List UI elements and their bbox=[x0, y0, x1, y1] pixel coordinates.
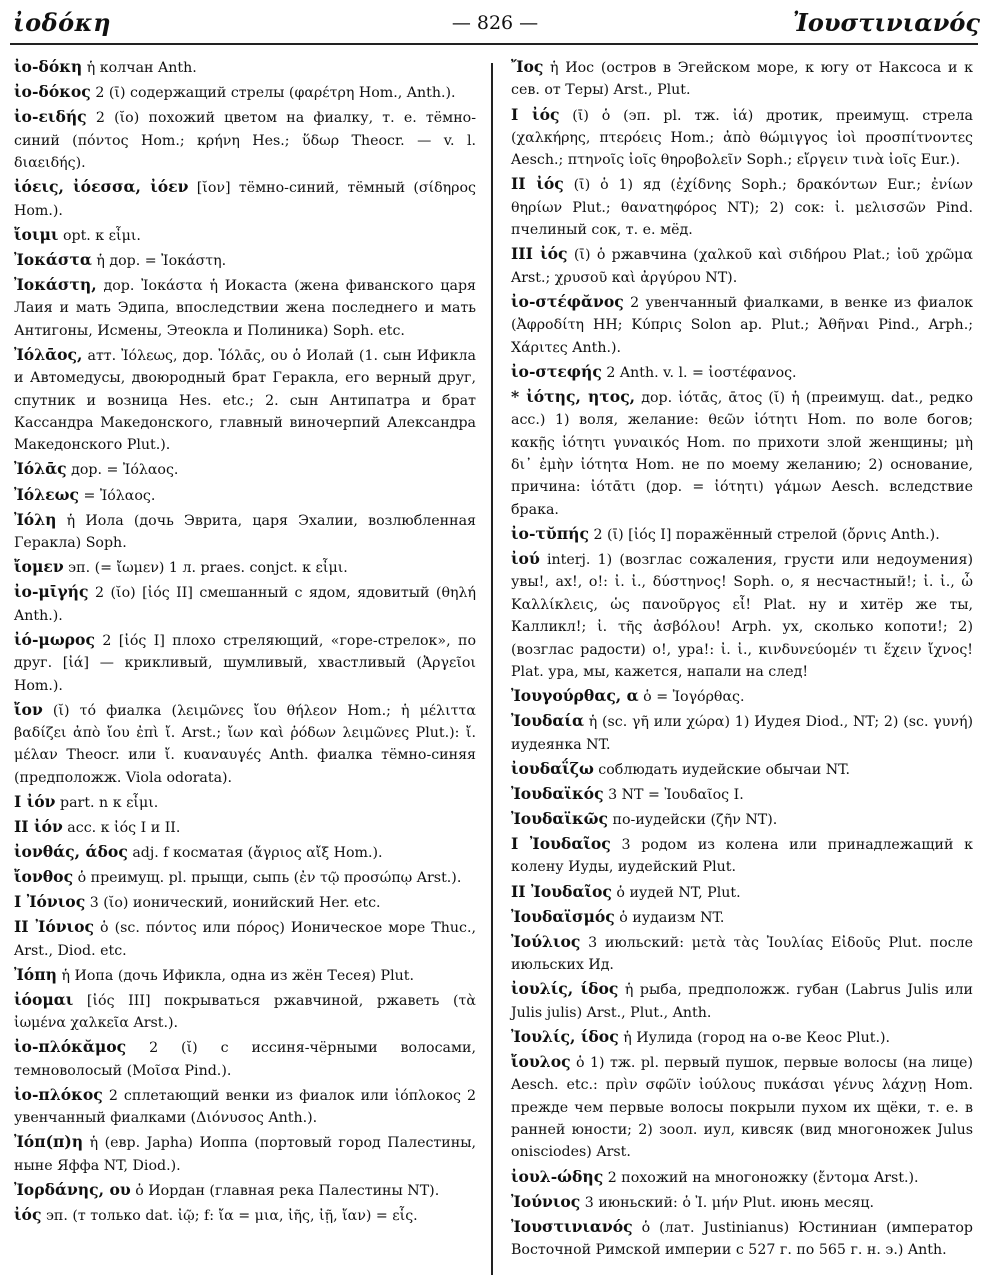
entry-headword: Ἰορδάνης, ου bbox=[14, 1179, 131, 1199]
dictionary-entry bbox=[511, 243, 973, 289]
dictionary-entry bbox=[14, 458, 476, 481]
dictionary-entry bbox=[511, 1166, 973, 1189]
entry-definition: 2 [ἰός I] плохо стреляющий, «горе-стрелок», по друг. [ἰά] — крикливый, шумливый, хвастливый (Ἀργεῖοι Hom.). bbox=[14, 632, 476, 694]
entry-definition: ὁ (лат. Justinianus) Юстиниан (император Восточной Римской империи с 527 г. по 565 г. н. э.) Anth. bbox=[511, 1219, 973, 1259]
entry-definition: ὁ 1) тж. pl. первый пушок, первые волосы (на лице) Aesch. etc.: πρὶν σφῶϊν ἰούλους πυκάσαι γένυς λάχνῃ Hom. прежде чем первые волосы покрыли пухом их щёки, т. е. в ранней юности; 2) зоол. иул, кивсяк (вид многоножек Julus onisciodes) Arst. bbox=[511, 1054, 973, 1161]
dictionary-entry bbox=[14, 1131, 476, 1177]
dictionary-entry bbox=[14, 176, 476, 222]
entry-definition: adj. f косматая (ἄγριος αἴξ Hom.). bbox=[127, 845, 383, 862]
dictionary-entry bbox=[511, 833, 973, 879]
dictionary-entry bbox=[511, 1026, 973, 1049]
entry-definition: 2 (ῐο) [ἰός II] смешанный с ядом, ядовитый (θηλή Anth.). bbox=[14, 585, 476, 624]
entry-headword: ἰονθάς, άδος bbox=[14, 842, 128, 862]
dictionary-entry bbox=[14, 816, 476, 839]
dictionary-entry bbox=[511, 386, 973, 521]
entry-definition: [ἰός III] покрываться ржавчиной, ржаветь (τὰ ἰωμένα χαλκεῖα Arst.). bbox=[14, 992, 476, 1032]
entry-definition: ἡ колчан Anth. bbox=[82, 60, 197, 76]
header-guide-word-right: Ἰουστινιανός bbox=[792, 8, 980, 37]
entry-headword: ἰού bbox=[511, 549, 540, 569]
dictionary-entry bbox=[511, 710, 973, 756]
dictionary-entry bbox=[511, 173, 973, 241]
entry-definition: эп. (= ἴωμεν) 1 л. praes. conjct. к εἶμι. bbox=[63, 560, 348, 577]
entry-definition: ἡ дор. = Ἰοκάστη. bbox=[91, 252, 227, 269]
entry-headword: Ἰόλη bbox=[14, 509, 57, 529]
entry-definition: 3 (ῐο) ионический, ионийский Her. etc. bbox=[85, 895, 381, 912]
entry-definition: ὁ Иордан (главная река Палестины NT). bbox=[130, 1182, 440, 1199]
entry-headword: III ἰός bbox=[511, 244, 568, 264]
entry-definition: acc. к ἰός I и II. bbox=[62, 820, 181, 836]
entry-definition: ἡ Иопа (дочь Ификла, одна из жён Тесея) Plut. bbox=[56, 967, 414, 984]
entry-definition: 3 NT = Ἰουδαῖος I. bbox=[603, 786, 744, 803]
entry-definition: ἡ Иола (дочь Эврита, царя Эхалии, возлюбленная Геракла) Soph. bbox=[14, 512, 476, 551]
entry-definition: дор. ἰότᾱς, ᾱτος (ῐ) ἡ (преимущ. dat., редко acc.) 1) воля, желание: θεῶν ἰότητι Hom. по воле богов; κακῇς ἰότητι γυναικός Hom. по прихоти злой женщины; μὴ δι᾽ ἐμὴν ἰότητα Hom. не по моему желанию; 2) основание, причина: ἰότᾱτι (дор. = ἰότητι) γάμων Aesch. вследствие брака. bbox=[511, 389, 973, 518]
dictionary-entry bbox=[14, 249, 476, 272]
entry-headword: ἰόεις, ἰόεσσα, ἰόεν bbox=[14, 177, 189, 197]
entry-headword: ἰο-δόκη bbox=[14, 57, 83, 76]
entry-headword: ἰο-δόκος bbox=[14, 82, 91, 102]
entry-definition: ἡ Иос (остров в Эгейском море, к югу от Наксоса и к сев. от Теры) Arst., Plut. bbox=[511, 60, 973, 99]
entry-headword: Ἰόπ(π)η bbox=[14, 1132, 84, 1152]
dictionary-entry bbox=[511, 104, 973, 172]
entry-headword: Ἰόλᾱος, bbox=[14, 344, 83, 364]
dictionary-entry bbox=[14, 1204, 476, 1227]
dictionary-entry bbox=[511, 808, 973, 831]
entry-definition: эп. (т только dat. ἰῷ; f: ἴα = μια, ἰῆς, ἰῇ, ἴαν) = εἷς. bbox=[41, 1208, 418, 1225]
dictionary-entry bbox=[14, 484, 476, 507]
entry-headword: ἴον bbox=[14, 699, 43, 719]
entry-definition: атт. Ἰόλεως, дор. Ἰόλᾱς, ου ὁ Иолай (1. сын Ификла и Автомедусы, двоюродный брат Геракла, его верный друг, спутник и возница Hes. etc.; 2. сын Антипатра и брат Кассандра Македонского, главный виночерпий Александра Македонского Plut.). bbox=[14, 347, 476, 454]
entry-headword: I Ἰουδαῖος bbox=[511, 834, 611, 854]
entry-headword: II ἰός bbox=[511, 174, 564, 194]
dictionary-entry bbox=[14, 344, 476, 457]
entry-definition: 2 (ῑ) содержащий стрелы (φαρέτρη Hom., Anth.). bbox=[90, 85, 456, 102]
entry-definition: ὁ преимущ. pl. прыщи, сыпь (ἐν τῷ προσώπῳ Arst.). bbox=[73, 870, 462, 887]
header-guide-word-left: ἰοδόκη bbox=[13, 8, 112, 37]
dictionary-entry bbox=[511, 685, 973, 708]
dictionary-entry bbox=[511, 978, 973, 1024]
entry-headword: ἰο-πλόκᾰμος bbox=[14, 1037, 127, 1057]
dictionary-entry bbox=[14, 964, 476, 987]
dictionary-entry bbox=[14, 56, 476, 79]
entry-definition: (ῑ) ὁ (эп. pl. тж. ἰά) дротик, преимущ. стрела (χαλκήρης, πτερόεις Hom.; ἀπὸ θώμιγγος ἰοὶ προσπίτνοντες Aesch.; πτηνοῖς ἰοῖς θηροβολεῖν Soph.; εἴργειν τινὰ ἰοῖς Eur.). bbox=[511, 107, 973, 169]
entry-headword: ἰόομαι bbox=[14, 989, 74, 1009]
entry-definition: дор. Ἰοκάστα ἡ Иокаста (жена фиванского царя Лаия и мать Эдипа, впоследствии жена последнего и мать Антигоны, Исмены, Этеокла и Полиника) Soph. etc. bbox=[14, 277, 476, 339]
dictionary-entry bbox=[511, 361, 973, 384]
entry-definition: ὁ иудей NT, Plut. bbox=[611, 884, 741, 901]
entry-definition: 3 июльский: μετὰ τὰς Ἰουλίας Εἰδοῦς Plut. после июльских Ид. bbox=[511, 934, 973, 974]
dictionary-entry bbox=[14, 699, 476, 790]
dictionary-entry bbox=[14, 81, 476, 104]
entry-definition: = Ἰόλαος. bbox=[78, 487, 156, 504]
entry-headword: Ἰουδαϊκῶς bbox=[511, 808, 609, 828]
entry-headword: I ἰός bbox=[511, 104, 560, 124]
page-number: — 826 — bbox=[451, 12, 539, 34]
dictionary-entry bbox=[14, 1084, 476, 1130]
entry-headword: ἴονθος bbox=[14, 867, 74, 887]
left-column bbox=[14, 56, 476, 1229]
entry-headword: ἴουλος bbox=[511, 1051, 571, 1071]
entry-headword: Ἰουδαία bbox=[511, 711, 584, 731]
dictionary-entry bbox=[14, 629, 476, 697]
entry-headword: Ἰοκάστα bbox=[14, 249, 92, 269]
dictionary-entry bbox=[14, 1036, 476, 1082]
entry-definition: 2 (ῐο) похожий цветом на фиалку, т. е. тёмно-синий (πόντος Hom.; κρήνη Hes.; ὕδωρ Theocr. — v. l. διαειδής). bbox=[14, 110, 476, 171]
dictionary-entry bbox=[14, 581, 476, 627]
entry-definition: interj. 1) (возглас сожаления, грусти или недоумения) увы!, ах!, о!: ἰ. ἰ., δύστηνος! Soph. о, я несчастный!; ἰ. ἰ., ὦ Καλλίκλεις, ὡς πανοῦργος εἶ! Plat. ну и хитёр же ты, Калликл!; ἰ. τῆς ἀσβόλου! Arph. ух, сколько копоти!; 2) (возглас радости) о!, ура!: ἰ. ἰ., κινδυνεύομέν τι ἕχειν ἴχνος! Plat. ура, мы, кажется, напали на след! bbox=[511, 552, 973, 681]
entry-definition: 2 (ῑ) [ἰός I] поражённый стрелой (ὄρνις Anth.). bbox=[588, 526, 940, 543]
dictionary-entry bbox=[14, 106, 476, 174]
dictionary-entry bbox=[14, 1179, 476, 1202]
column-divider bbox=[491, 63, 493, 1275]
dictionary-entry bbox=[14, 891, 476, 914]
dictionary-entry bbox=[511, 931, 973, 977]
entry-definition: 2 Anth. v. l. = ἰοστέφανος. bbox=[601, 364, 797, 381]
entry-headword: Ἰουδαϊσμός bbox=[511, 906, 615, 926]
entry-headword: ἰό-μωρος bbox=[14, 629, 95, 649]
dictionary-entry bbox=[14, 841, 476, 864]
entry-definition: (ῑ) ὁ ржавчина (χαλκοῦ καὶ σιδήρου Plat.; ἰοῦ χρῶμα Arst.; χρυσοῦ καὶ ἀργύρου NT). bbox=[511, 247, 973, 286]
entry-headword: Ἰουγούρθας, α bbox=[511, 686, 639, 706]
entry-definition: (ῑ) ὁ 1) яд (ἐχίδνης Soph.; δρακόντων Eur.; ἐνίων θηρίων Plut.; θανατηφόρος NT); 2) сок: ἰ. μελισσῶν Pind. пчелиный сок, т. е. мёд. bbox=[511, 177, 973, 239]
entry-definition: ἡ рыба, предположж. губан (Labrus Julis или Julis julis) Arst., Plut., Anth. bbox=[511, 982, 973, 1021]
header-rule bbox=[10, 43, 978, 45]
dictionary-entry bbox=[511, 1051, 973, 1164]
entry-definition: opt. к εἶμι. bbox=[58, 227, 141, 244]
dictionary-entry bbox=[511, 906, 973, 929]
entry-definition: 3 родом из колена или принадлежащий к колену Иуды, иудейский Plut. bbox=[511, 837, 973, 876]
entry-headword: Ἰόπη bbox=[14, 964, 57, 984]
entry-headword: Ἰουστινιανός bbox=[511, 1216, 633, 1236]
entry-headword: ἰο-στέφᾰνος bbox=[511, 291, 624, 311]
dictionary-entry bbox=[14, 224, 476, 247]
dictionary-entry bbox=[511, 1216, 973, 1262]
entry-headword: II Ἰόνιος bbox=[14, 917, 94, 937]
entry-headword: ἰουδαΐζω bbox=[511, 758, 594, 778]
entry-definition: 2 похожий на многоножку (ἔντομα Arst.). bbox=[603, 1169, 919, 1186]
page-header bbox=[0, 0, 1000, 46]
entry-definition: [ῐον] тёмно-синий, тёмный (σίδηρος Hom.). bbox=[14, 180, 476, 219]
dictionary-entry bbox=[14, 989, 476, 1035]
dictionary-entry bbox=[14, 866, 476, 889]
entry-headword: Ἰόλεως bbox=[14, 484, 79, 504]
entry-definition: part. n к εἶμι. bbox=[55, 794, 159, 811]
dictionary-entry bbox=[14, 916, 476, 962]
entry-headword: ἰο-στεφής bbox=[511, 361, 602, 381]
entry-definition: ἡ Иулида (город на о-ве Кеос Plut.). bbox=[618, 1029, 890, 1046]
entry-definition: 2 (ῐ) с иссиня-чёрными волосами, темноволосый (Μοῖσα Pind.). bbox=[14, 1040, 476, 1079]
entry-headword: ἰουλ-ώδης bbox=[511, 1166, 604, 1186]
dictionary-entry bbox=[511, 548, 973, 683]
entry-headword: ἰο-ειδής bbox=[14, 107, 87, 127]
dictionary-entry bbox=[511, 523, 973, 546]
entry-headword: Ἰουλίς, ίδος bbox=[511, 1026, 619, 1046]
entry-definition: 2 увенчанный фиалками, в венке из фиалок (Ἀφροδίτη HH; Κύπρις Solon ap. Plut.; Ἀθῆναι Pind., Arph.; Χάριτες Anth.). bbox=[511, 294, 973, 356]
dictionary-entry bbox=[14, 791, 476, 814]
entry-headword: Ἰούνιος bbox=[511, 1191, 581, 1211]
entry-definition: ἡ (евр. Japha) Иоппа (портовый город Палестины, ныне Яффа NT, Diod.). bbox=[14, 1135, 476, 1174]
entry-definition: по-иудейски (ζῆν NT). bbox=[608, 811, 778, 828]
entry-headword: Ἰόλᾱς bbox=[14, 459, 67, 479]
entry-definition: ἡ (sc. γῆ или χώρα) 1) Иудея Diod., NT; 2) (sc. γυνή) иудеянка NT. bbox=[511, 714, 973, 753]
entry-headword: ἴομεν bbox=[14, 557, 64, 577]
entry-definition: ὁ иудаизм NT. bbox=[614, 909, 725, 926]
entry-definition: ὁ = Ἰογόρθας. bbox=[638, 689, 745, 706]
entry-headword: II Ἰουδαῖος bbox=[511, 881, 612, 901]
dictionary-entry bbox=[14, 556, 476, 579]
dictionary-entry bbox=[14, 509, 476, 555]
dictionary-entry bbox=[511, 56, 973, 102]
entry-definition: (ῐ) τό фиалка (λειμῶνες ἴου θήλεον Hom.; ἡ μέλιττα βαδίζει ἀπὸ ἴου ἐπὶ ἴ. Arst.; ἴων καὶ ῥόδων λειμῶνες Plut.): ἴ. μέλαν Theocr. или ἴ. κυαναυγές Anth. фиалка тёмно-синяя (предположж. Viola odorata). bbox=[14, 702, 476, 786]
entry-headword: II ἰόν bbox=[14, 817, 63, 836]
dictionary-entry bbox=[511, 291, 973, 359]
entry-headword: ἰουλίς, ίδος bbox=[511, 979, 619, 999]
entry-definition: соблюдать иудейские обычаи NT. bbox=[593, 761, 851, 778]
entry-definition: ὁ (sc. πόντος или πόρος) Ионическое море Thuc., Arst., Diod. etc. bbox=[14, 920, 476, 959]
entry-headword: ἰο-πλόκος bbox=[14, 1084, 103, 1104]
entry-headword: I Ἰόνιος bbox=[14, 892, 86, 912]
entry-headword: ἰο-τῠπής bbox=[511, 523, 589, 543]
entry-headword: Ἴος bbox=[511, 57, 544, 76]
entry-definition: 2 сплетающий венки из фиалок или ἰόπλοκος 2 увенчанный фиалками (Διόνυσος Anth.). bbox=[14, 1087, 476, 1127]
dictionary-entry bbox=[14, 274, 476, 342]
entry-headword: Ἰούλιος bbox=[511, 931, 581, 951]
entry-definition: дор. = Ἰόλαος. bbox=[66, 462, 179, 479]
dictionary-entry bbox=[511, 1191, 973, 1214]
entry-headword: ἰός bbox=[14, 1205, 42, 1225]
entry-headword: ἴοιμι bbox=[14, 224, 59, 244]
entry-definition: 3 июньский: ὁ Ἰ. μήν Plut. июнь месяц. bbox=[580, 1194, 875, 1211]
dictionary-entry bbox=[511, 783, 973, 806]
right-column bbox=[511, 56, 973, 1263]
entry-headword: I ἰόν bbox=[14, 791, 56, 811]
entry-headword: * ἰότης, ητος, bbox=[511, 386, 636, 406]
dictionary-entry bbox=[511, 758, 973, 781]
entry-headword: Ἰουδαϊκός bbox=[511, 783, 604, 803]
entry-headword: ἰο-μῑγής bbox=[14, 582, 89, 602]
dictionary-entry bbox=[511, 881, 973, 904]
entry-headword: Ἰοκάστη, bbox=[14, 274, 97, 294]
